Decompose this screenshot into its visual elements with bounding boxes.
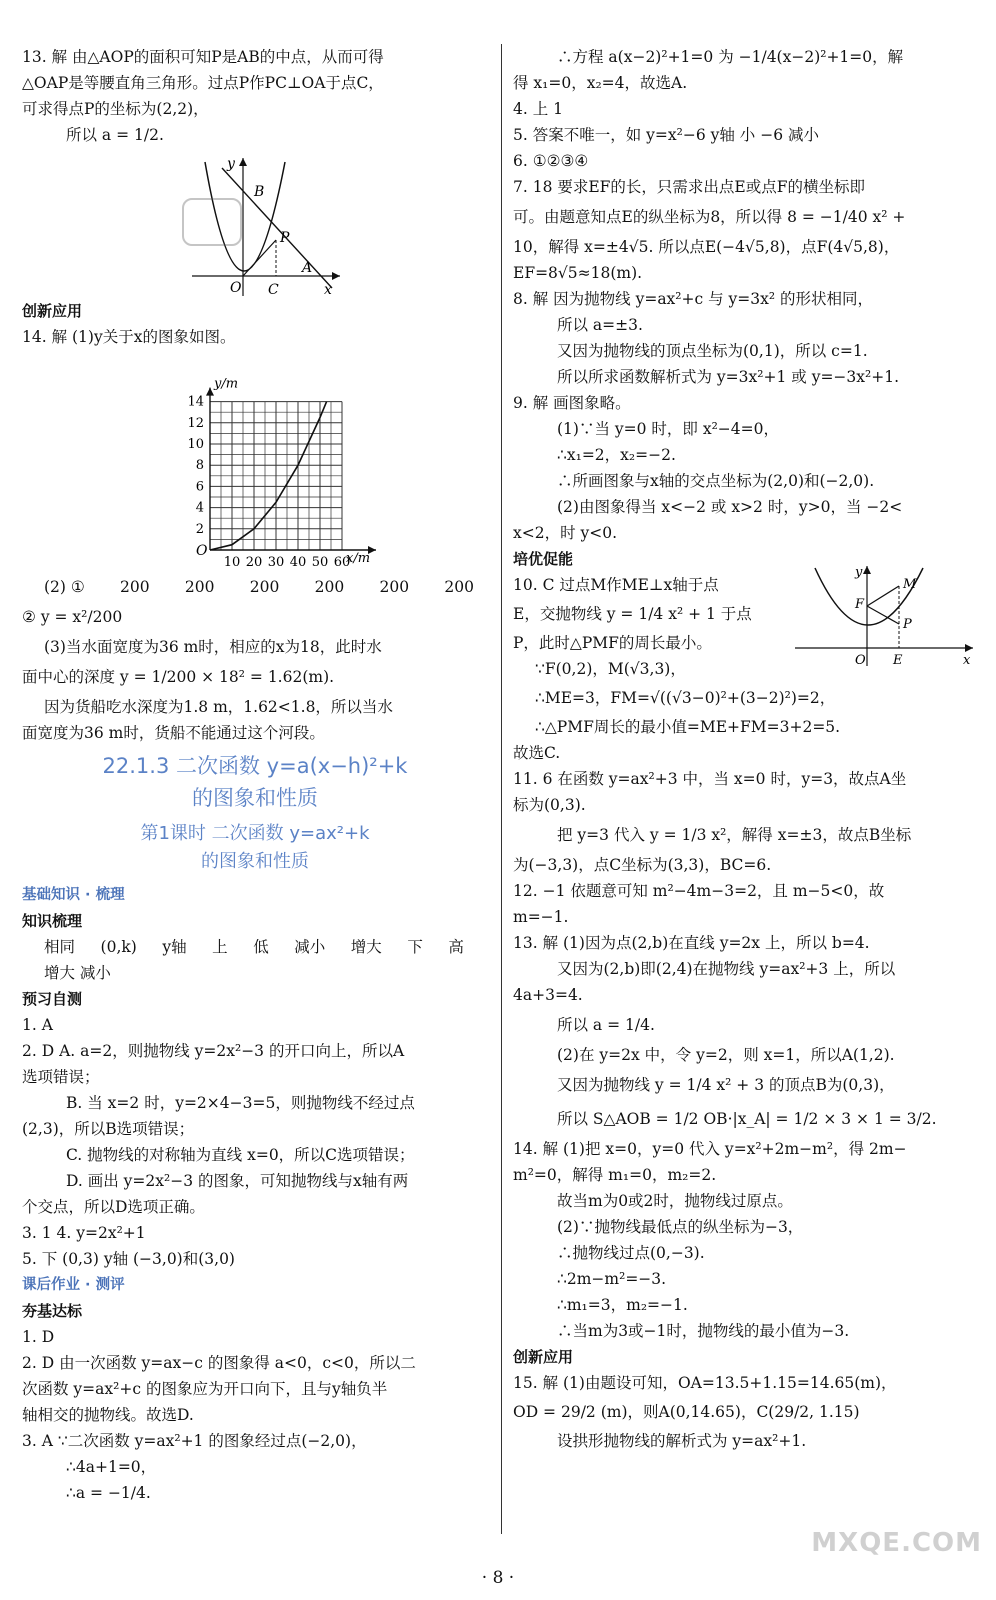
- q14r-line: ∴当m为3或−1时，抛物线的最小值为−3.: [557, 1322, 850, 1340]
- kn-item: 相同: [44, 938, 76, 956]
- kn-item: 下: [407, 938, 423, 956]
- fig1-label: O: [230, 280, 242, 296]
- answer-line: 6. ①②③④: [513, 152, 589, 170]
- kn-item: 上: [212, 938, 228, 956]
- x-tick-label: 30: [267, 555, 285, 570]
- x-tick-label: 40: [289, 555, 307, 570]
- q14r-line: ∴m₁=3，m₂=−1.: [557, 1296, 688, 1314]
- pre-line: 2. D A. a=2，则抛物线 y=2x²−3 的开口向上，所以A: [22, 1042, 405, 1060]
- parabola-aop-svg: [22, 148, 488, 298]
- column-divider: [501, 44, 502, 1534]
- kn-item: 低: [253, 938, 269, 956]
- q13r-line: 13. 解 (1)因为点(2,b)在直线 y=2x 上，所以 b=4.: [513, 934, 870, 952]
- q14-line: 因为货船吃水深度为1.8 m，1.62<1.8，所以当水: [44, 698, 393, 716]
- q9-line: (2)由图象得当 x<−2 或 x>2 时，y>0，当 −2<: [557, 498, 903, 516]
- q14-line: (3)当水面宽度为36 m时，相应的x为18，此时水: [44, 638, 382, 656]
- q9-line: (1)∵当 y=0 时，即 x²−4=0，: [557, 420, 779, 438]
- top-line: ∴方程 a(x−2)²+1=0 为 −1/4(x−2)²+1=0，解: [557, 48, 904, 66]
- q10-line: P，此时△PMF的周长最小。: [513, 634, 712, 652]
- left-column: [22, 44, 488, 1506]
- q9-line: ∴x₁=2，x₂=−2.: [557, 446, 676, 464]
- kn-item: (0,k): [100, 938, 137, 956]
- q13-line: 所以 a = 1/2.: [66, 126, 164, 144]
- top-line: 得 x₁=0，x₂=4，故选A.: [513, 74, 688, 92]
- fig2-label: O: [855, 653, 866, 668]
- q7-line: 可。由题意知点E的纵坐标为8，所以得 8 = −1/40 x² +: [513, 208, 906, 226]
- x-tick-label: 20: [245, 555, 263, 570]
- q7-line: EF=8√5≈18(m).: [513, 264, 643, 282]
- q13r-line: 4a+3=4.: [513, 986, 583, 1004]
- q10-line: ∴△PMF周长的最小值=ME+FM=3+2=5.: [535, 718, 841, 736]
- q13r-line: 所以 S△AOB = 1/2 OB·|x_A| = 1/2 × 3 × 1 = 3/2.: [557, 1110, 937, 1128]
- q14r-line: m²=0，解得 m₁=0，m₂=2.: [513, 1166, 717, 1184]
- q14-line: ② y = x²/200: [22, 608, 123, 626]
- pre-line: 5. 下 (0,3) y轴 (−3,0)和(3,0): [22, 1250, 235, 1268]
- fig1-label: y: [227, 156, 235, 172]
- q14r-line: (2)∵抛物线最低点的纵坐标为−3，: [557, 1218, 804, 1236]
- x-tick-label: 10: [223, 555, 241, 570]
- answer-value: 200: [444, 578, 474, 596]
- fig1-label: B: [254, 184, 265, 200]
- x-axis-label: x/m: [346, 551, 371, 566]
- y-tick-label: 6: [195, 479, 204, 495]
- y-tick-label: 12: [187, 415, 204, 431]
- y-axis-arrow: [206, 388, 214, 396]
- q9-line: 9. 解 画图象略。: [513, 394, 631, 412]
- pre-line: B. 当 x=2 时，y=2×4−3=5，则抛物线不经过点: [66, 1094, 415, 1112]
- q10-line: ∵F(0,2)，M(√3,3)，: [535, 660, 686, 678]
- q13-line: 可求得点P的坐标为(2,2)，: [22, 100, 209, 118]
- hw-line: 3. A ∵二次函数 y=ax²+1 的图象经过点(−2,0)，: [22, 1432, 367, 1450]
- fig2-label: x: [963, 653, 971, 668]
- section-title: 的图象和性质: [192, 786, 318, 810]
- section-heading: 夯基达标: [22, 1302, 83, 1320]
- section-heading: 知识梳理: [22, 912, 83, 930]
- q14-line: 14. 解 (1)y关于x的图象如图。: [22, 328, 236, 346]
- q13r-line: 所以 a = 1/4.: [557, 1016, 655, 1034]
- y-axis-label: y/m: [214, 376, 239, 392]
- q9-line: ∴所画图象与x轴的交点坐标为(2,0)和(−2,0).: [557, 472, 875, 490]
- q12-line: 12. −1 依题意可知 m²−4m−3=2，且 m−5<0，故: [513, 882, 885, 900]
- stamp-mark: [182, 198, 242, 246]
- answer-value: 200: [314, 578, 345, 596]
- watermark-logo: MXQE.COM: [811, 1528, 982, 1558]
- q8-line: 又因为抛物线的顶点坐标为(0,1)，所以 c=1.: [557, 342, 868, 360]
- answer-value: 200: [120, 578, 150, 596]
- q8-line: 8. 解 因为抛物线 y=ax²+c 与 y=3x² 的形状相同，: [513, 290, 874, 308]
- answer-line: 5. 答案不唯一，如 y=x²−6 y轴 小 −6 减小: [513, 126, 820, 144]
- origin-label: O: [196, 543, 208, 559]
- q14r-line: ∴抛物线过点(0,−3).: [557, 1244, 705, 1262]
- q7-line: 7. 18 要求EF的长，只需求出点E或点F的横坐标即: [513, 178, 866, 196]
- pre-line: 3. 1 4. y=2x²+1: [22, 1224, 146, 1242]
- fig1-label: C: [268, 282, 279, 298]
- q11-line: 为(−3,3)，点C坐标为(3,3)，BC=6.: [513, 856, 772, 874]
- pre-line: 个交点，所以D选项正确。: [22, 1198, 205, 1216]
- pre-line: C. 抛物线的对称轴为直线 x=0，所以C选项错误；: [66, 1146, 415, 1164]
- q15-line: 设拱形抛物线的解析式为 y=ax²+1.: [557, 1432, 807, 1450]
- y-tick-label: 14: [187, 394, 204, 410]
- fig2-label: F: [855, 597, 865, 612]
- kn-item: 减小: [294, 938, 326, 956]
- q13r-line: (2)在 y=2x 中，令 y=2，则 x=1，所以A(1,2).: [557, 1046, 895, 1064]
- section-heading: 创新应用: [513, 1348, 574, 1366]
- kn-item: 高: [448, 938, 464, 956]
- q15-line: OD = 29/2 (m)，则A(0,14.65)，C(29/2, 1.15): [513, 1403, 860, 1421]
- q10-line: ∴ME=3，FM=√((√3−0)²+(3−2)²)=2，: [535, 689, 836, 707]
- q14-line: 面宽度为36 m时，货船不能通过这个河段。: [22, 724, 325, 742]
- q11-line: 标为(0,3).: [513, 796, 586, 814]
- answer-line: 4. 上 1: [513, 100, 564, 118]
- pre-line: 1. A: [22, 1016, 53, 1034]
- kn-item: 增大: [350, 938, 382, 956]
- pre-line: (2,3)，所以B选项错误；: [22, 1120, 195, 1138]
- q13r-line: 又因为(2,b)即(2,4)在抛物线 y=ax²+3 上，所以: [557, 960, 896, 978]
- q14r-line: ∴2m−m²=−3.: [557, 1270, 667, 1288]
- fig2-label: M: [903, 577, 917, 592]
- fig2-label: y: [855, 565, 863, 580]
- q14r-line: 故当m为0或2时，抛物线过原点。: [557, 1192, 793, 1210]
- lesson-title: 第1课时 二次函数 y=ax²+k: [140, 823, 370, 844]
- y-tick-label: 8: [195, 458, 204, 474]
- section-heading: 培优促能: [513, 550, 574, 568]
- q14-part2-label: (2) ①: [44, 578, 85, 596]
- fig1-label: P: [280, 230, 290, 246]
- pre-line: D. 画出 y=2x²−3 的图象，可知抛物线与x轴有两: [66, 1172, 409, 1190]
- y-tick-label: 2: [195, 521, 204, 537]
- q9-line: x<2，时 y<0.: [513, 524, 618, 542]
- q10-line: E，交抛物线 y = 1/4 x² + 1 于点: [513, 605, 752, 623]
- q14-part2-row: [22, 574, 474, 600]
- section-heading: 课后作业 · 测评: [22, 1277, 125, 1293]
- hw-line: ∴4a+1=0，: [66, 1458, 157, 1476]
- q8-line: 所以所求函数解析式为 y=3x²+1 或 y=−3x²+1.: [557, 368, 900, 386]
- kn-item: y轴: [162, 938, 187, 956]
- fig1-label: x: [324, 282, 332, 298]
- knowledge-row: 增大 减小: [44, 964, 111, 982]
- q11-line: 11. 6 在函数 y=ax²+3 中，当 x=0 时，y=3，故点A坐: [513, 770, 907, 788]
- q11-line: 把 y=3 代入 y = 1/3 x²，解得 x=±3，故点B坐标: [557, 826, 912, 844]
- q10-line: 10. C 过点M作ME⊥x轴于点: [513, 576, 719, 594]
- fig2-label: P: [903, 617, 912, 632]
- chart-depth-width: [22, 350, 488, 574]
- fig1-label: A: [302, 260, 313, 276]
- q12-line: m=−1.: [513, 908, 569, 926]
- chart-svg: [22, 350, 488, 574]
- knowledge-row: [22, 934, 464, 960]
- hw-line: ∴a = −1/4.: [66, 1484, 151, 1502]
- page-number: · 8 ·: [481, 1568, 515, 1588]
- q8-line: 所以 a=±3.: [557, 316, 643, 334]
- y-tick-label: 10: [187, 437, 204, 452]
- q13r-line: 又因为抛物线 y = 1/4 x² + 3 的顶点B为(0,3)，: [557, 1076, 895, 1094]
- q14r-line: 14. 解 (1)把 x=0，y=0 代入 y=x²+2m−m²，得 2m−: [513, 1140, 907, 1158]
- fig2-label: E: [893, 653, 903, 668]
- section-title: 22.1.3 二次函数 y=a(x−h)²+k: [102, 754, 408, 778]
- q15-line: 15. 解 (1)由题设可知，OA=13.5+1.15=14.65(m)，: [513, 1374, 897, 1392]
- section-heading: 创新应用: [22, 302, 83, 320]
- y-tick-label: 4: [195, 500, 204, 516]
- section-heading: 预习自测: [22, 990, 83, 1008]
- q14-line: 面中心的深度 y = 1/200 × 18² = 1.62(m).: [22, 668, 335, 686]
- x-tick-label: 50: [311, 555, 329, 570]
- lesson-title: 的图象和性质: [201, 851, 309, 872]
- answer-value: 200: [379, 578, 410, 596]
- q13-line: 13. 解 由△AOP的面积可知P是AB的中点，从而可得: [22, 48, 384, 66]
- hw-line: 2. D 由一次函数 y=ax−c 的图象得 a<0，c<0，所以二: [22, 1354, 416, 1372]
- section-heading: 基础知识 · 梳理: [22, 887, 125, 903]
- q10-block: [513, 565, 981, 766]
- figure-parabola-aop: [22, 148, 488, 298]
- right-column: [513, 44, 981, 1454]
- figure-parabola-pmf: [793, 562, 979, 672]
- hw-line: 轴相交的抛物线。故选D.: [22, 1406, 194, 1424]
- answer-value: 200: [184, 578, 215, 596]
- q13-line: △OAP是等腰直角三角形。过点P作PC⊥OA于点C，: [22, 74, 384, 92]
- q7-line: 10，解得 x=±4√5. 所以点E(−4√5,8)，点F(4√5,8)，: [513, 238, 900, 256]
- pre-line: 选项错误；: [22, 1068, 100, 1086]
- hw-line: 1. D: [22, 1328, 55, 1346]
- hw-line: 次函数 y=ax²+c 的图象应为开口向下，且与y轴负半: [22, 1380, 388, 1398]
- answer-value: 200: [249, 578, 280, 596]
- x-tick-label: 60: [333, 555, 351, 570]
- q10-line: 故选C.: [513, 744, 561, 762]
